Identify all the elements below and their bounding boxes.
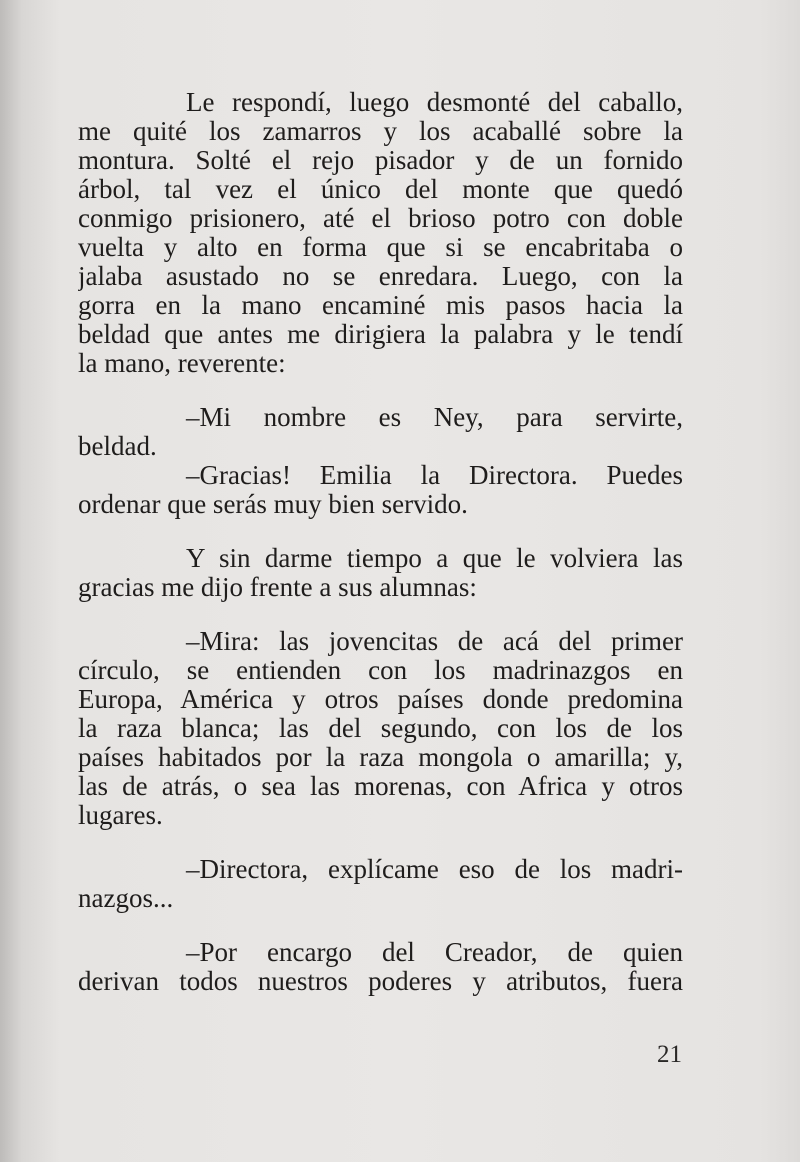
text-line: –Gracias! Emilia la Directora. Puedes xyxy=(186,461,683,490)
paragraph-6 xyxy=(78,855,683,913)
text-line: –Mira: las jovencitas de acá del primer xyxy=(186,627,683,656)
text-line: la raza blanca; las del segundo, con los de los xyxy=(78,714,683,743)
text-line: gracias me dijo frente a sus alumnas: xyxy=(78,573,477,602)
text-line: vuelta y alto en forma que si se encabritaba o xyxy=(78,233,683,262)
text-line: árbol, tal vez el único del monte que quedó xyxy=(78,175,683,204)
text-line: –Mi nombre es Ney, para servirte, xyxy=(186,403,683,432)
text-line: –Directora, explícame eso de los madri- xyxy=(186,855,683,884)
text-line: la mano, reverente: xyxy=(78,349,286,378)
text-line: ordenar que serás muy bien servido. xyxy=(78,490,468,519)
text-line: las de atrás, o sea las morenas, con Africa y otros xyxy=(78,772,683,801)
paragraph-3 xyxy=(78,461,683,519)
text-line: Europa, América y otros países donde predomina xyxy=(78,685,683,714)
text-line: nazgos... xyxy=(78,884,174,913)
text-line: –Por encargo del Creador, de quien xyxy=(186,938,683,967)
text-line: Le respondí, luego desmonté del caballo, xyxy=(186,88,683,117)
text-line: montura. Solté el rejo pisador y de un fornido xyxy=(78,146,683,175)
paragraph-5 xyxy=(78,627,683,830)
text-line: lugares. xyxy=(78,801,163,830)
paragraph-7 xyxy=(78,938,683,996)
paragraph-2 xyxy=(78,403,683,461)
text-line: conmigo prisionero, até el brioso potro con doble xyxy=(78,204,683,233)
text-line: derivan todos nuestros poderes y atributos, fuera xyxy=(78,967,683,996)
text-line: beldad. xyxy=(78,432,157,461)
body-text xyxy=(78,88,683,996)
paragraph-4 xyxy=(78,544,683,602)
text-line: Y sin darme tiempo a que le volviera las xyxy=(186,544,683,573)
paragraph-1 xyxy=(78,88,683,378)
text-line: círculo, se entienden con los madrinazgos en xyxy=(78,656,683,685)
text-line: beldad que antes me dirigiera la palabra y le tendí xyxy=(78,320,683,349)
text-line: países habitados por la raza mongola o amarilla; y, xyxy=(78,743,683,772)
text-line: jalaba asustado no se enredara. Luego, con la xyxy=(78,262,683,291)
text-line: me quité los zamarros y los acaballé sobre la xyxy=(78,117,683,146)
page-number: 21 xyxy=(657,1041,682,1068)
text-line: gorra en la mano encaminé mis pasos hacia la xyxy=(78,291,683,320)
